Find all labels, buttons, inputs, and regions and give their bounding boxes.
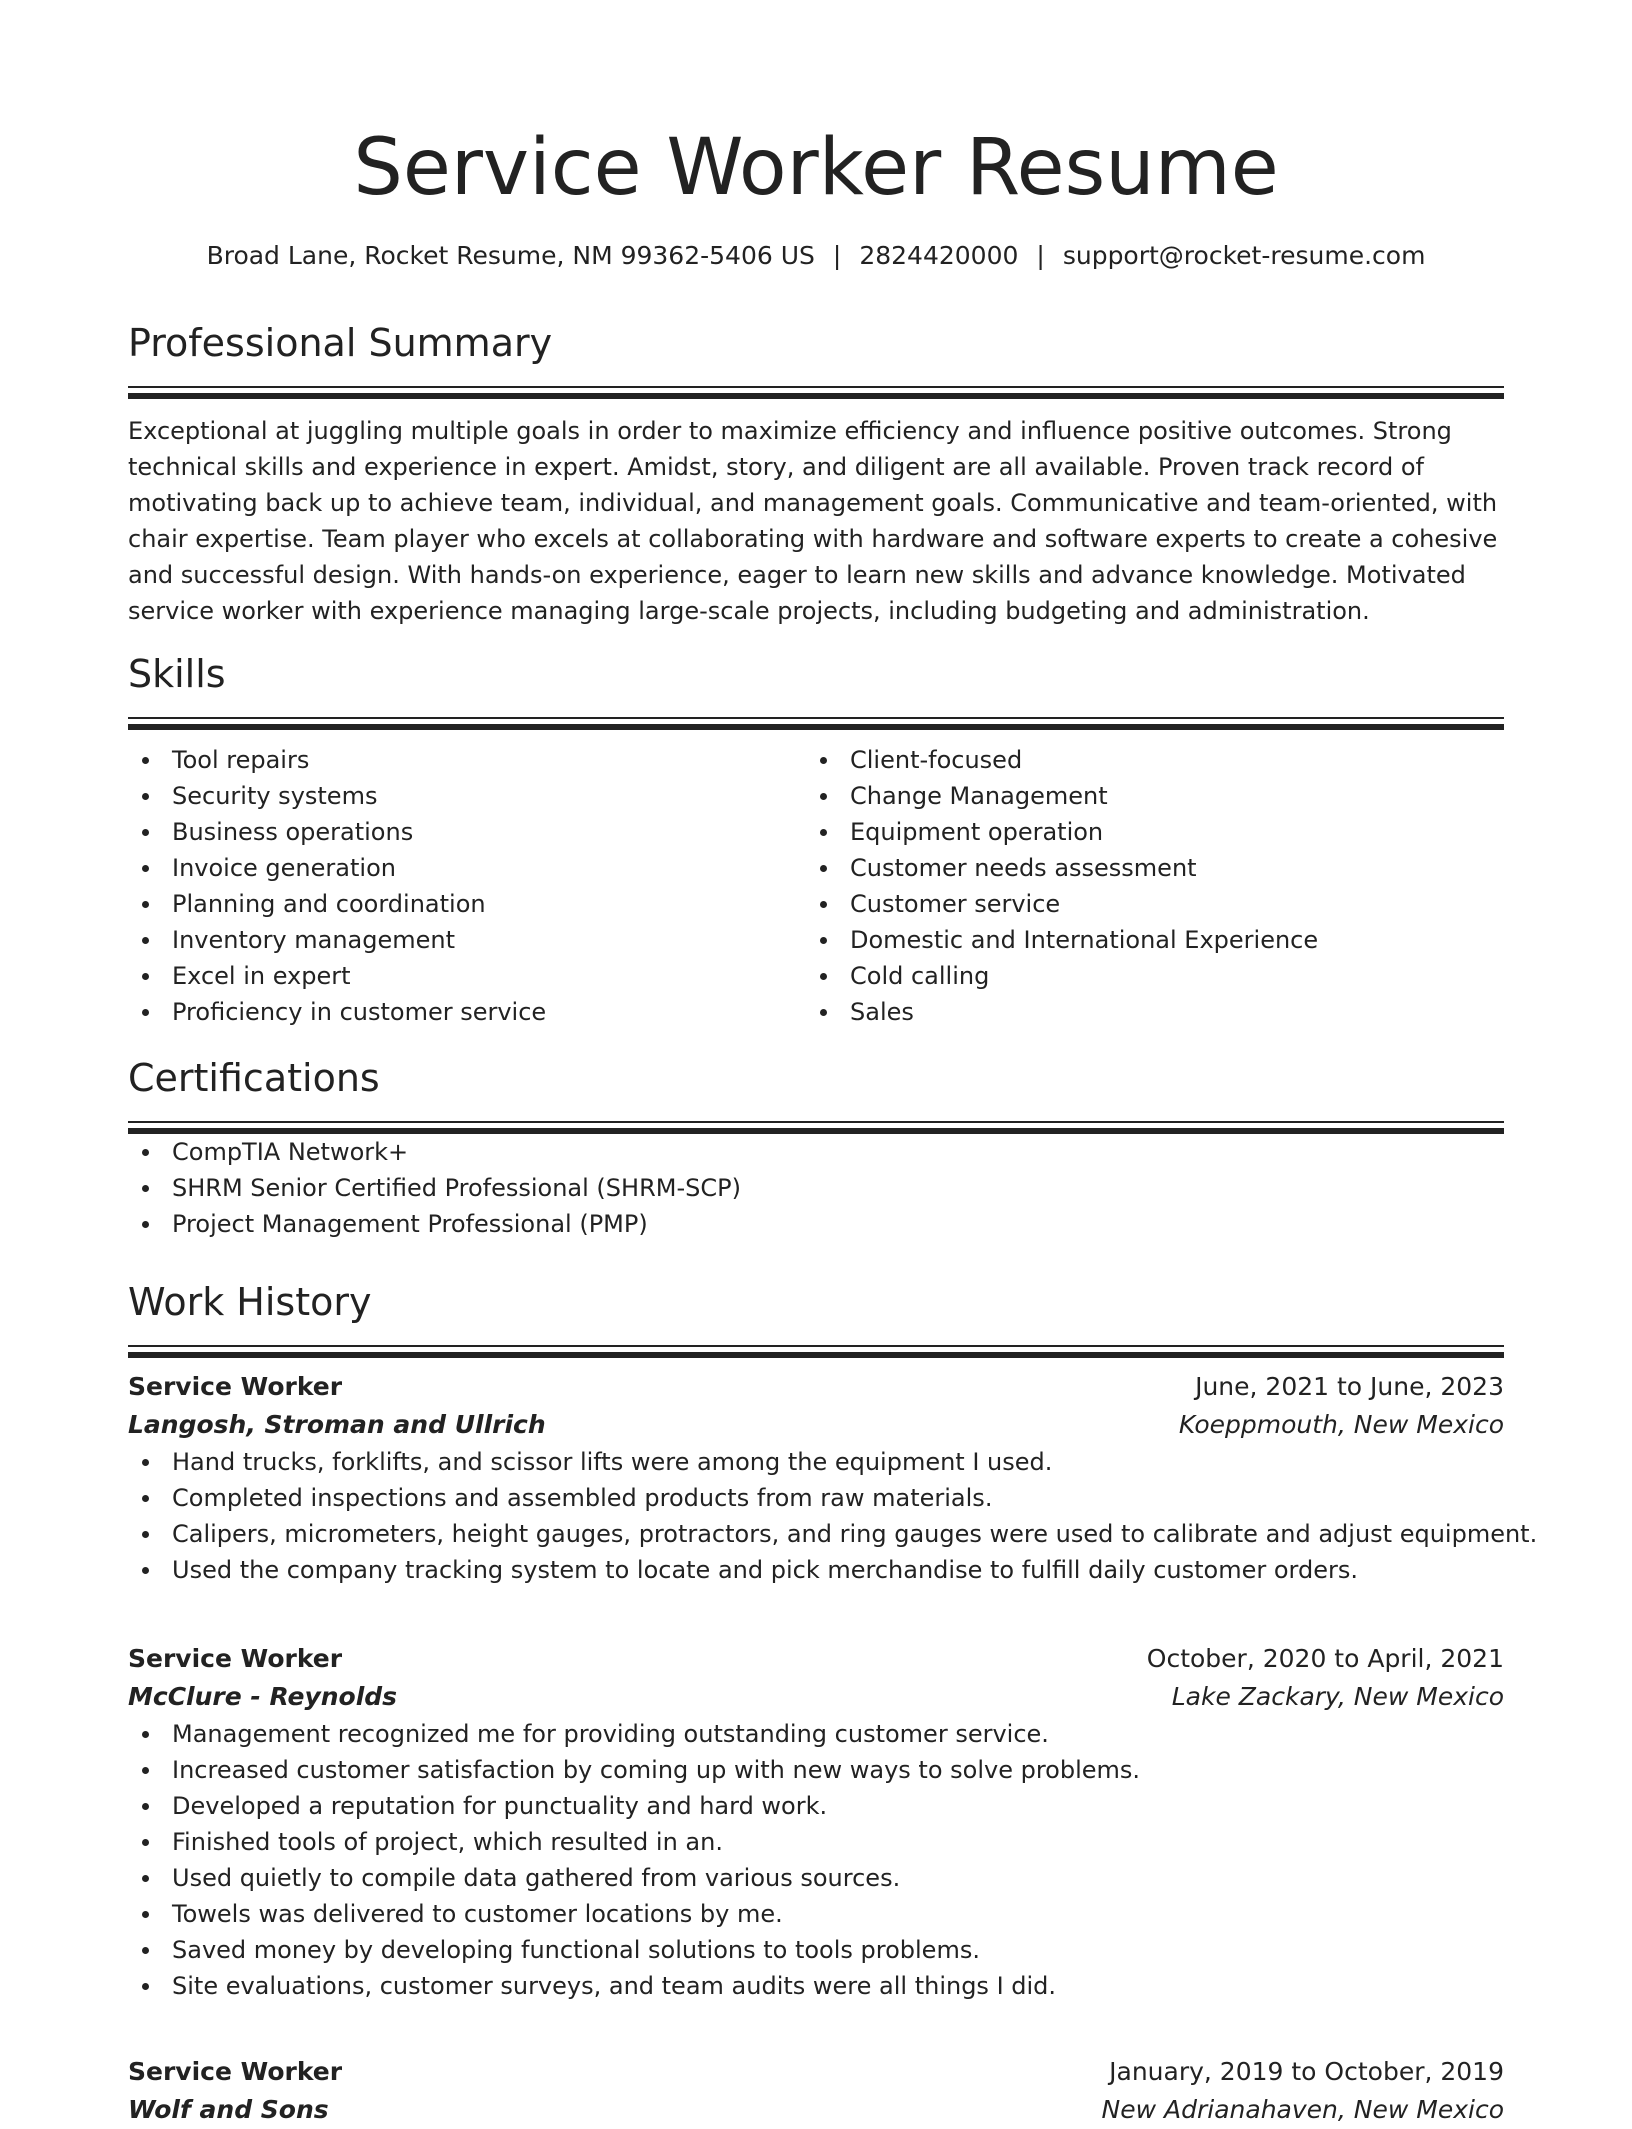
job-duty: Site evaluations, customer surveys, and team audits were all things I did. xyxy=(128,1968,1504,2004)
job-location: Koeppmouth, New Mexico xyxy=(1178,1410,1504,1439)
skills-section xyxy=(128,649,1504,1030)
job-duty: Finished tools of project, which resulted in an. xyxy=(128,1824,1504,1860)
summary-section xyxy=(128,318,1504,629)
job-dates: June, 2021 to June, 2023 xyxy=(1195,1372,1504,1401)
job-company: Wolf and Sons xyxy=(128,2095,329,2124)
job-duty: Used quietly to compile data gathered from various sources. xyxy=(128,1860,1504,1896)
skill-item: Domestic and International Experience xyxy=(806,922,1484,958)
skill-item: Customer service xyxy=(806,886,1484,922)
skill-item: Equipment operation xyxy=(806,814,1484,850)
work-history-section xyxy=(128,1277,1504,1358)
job-company-row xyxy=(128,1678,1504,1716)
certification-item: Project Management Professional (PMP) xyxy=(128,1206,1504,1242)
job-duties-list xyxy=(128,1444,1538,1588)
skill-item: Proficiency in customer service xyxy=(128,994,806,1030)
skill-item: Business operations xyxy=(128,814,806,850)
skills-heading: Skills xyxy=(128,652,226,696)
job-duty: Saved money by developing functional solutions to tools problems. xyxy=(128,1932,1504,1968)
job-duty: Used the company tracking system to locate and pick merchandise to fulfill daily customer orders. xyxy=(128,1552,1504,1588)
contact-phone: 2824420000 xyxy=(859,241,1019,270)
job-company-row xyxy=(128,1406,1504,1444)
job-entry xyxy=(128,1368,1538,1588)
job-location: Lake Zackary, New Mexico xyxy=(1171,1682,1504,1711)
skill-item: Change Management xyxy=(806,778,1484,814)
certifications-heading: Certifications xyxy=(128,1056,380,1100)
contact-separator: | xyxy=(832,241,842,270)
job-title: Service Worker xyxy=(128,2057,343,2086)
section-divider xyxy=(128,1345,1504,1358)
job-company-row xyxy=(128,2091,1504,2129)
skill-item: Inventory management xyxy=(128,922,806,958)
skill-item: Security systems xyxy=(128,778,806,814)
certification-item: SHRM Senior Certified Professional (SHRM-SCP) xyxy=(128,1170,1504,1206)
resume-title: Service Worker Resume xyxy=(353,123,1279,213)
skill-item: Planning and coordination xyxy=(128,886,806,922)
skill-item: Sales xyxy=(806,994,1484,1030)
job-header-row xyxy=(128,1640,1504,1678)
section-divider xyxy=(128,386,1504,399)
job-duty: Developed a reputation for punctuality and hard work. xyxy=(128,1788,1504,1824)
certification-item: CompTIA Network+ xyxy=(128,1134,1504,1170)
job-entry xyxy=(128,2053,1504,2129)
contact-email[interactable]: support@rocket-resume.com xyxy=(1062,241,1426,270)
job-company: McClure - Reynolds xyxy=(128,1682,398,1711)
resume-page xyxy=(128,0,1538,2124)
job-header-row xyxy=(128,2053,1504,2091)
skill-item: Tool repairs xyxy=(128,742,806,778)
summary-text: Exceptional at juggling multiple goals in order to maximize efficiency and influence positive outcomes. Strong technical skills and experience in expert. Amidst, story, and diligent are all available. Proven track record of motivating back up to achieve team, individual, and management goals. Communicative and team-oriented, with chair expertise. Team player who excels at collaborating with hardware and software experts to create a cohesive and successful design. With hands-on experience, eager to learn new skills and advance knowledge. Motivated service worker with experience managing large-scale projects, including budgeting and administration. xyxy=(128,417,1498,625)
skills-columns xyxy=(128,742,1504,1030)
skills-list-right xyxy=(806,742,1484,1030)
job-title: Service Worker xyxy=(128,1372,343,1401)
section-divider xyxy=(128,1121,1504,1134)
job-duty: Hand trucks, forklifts, and scissor lifts were among the equipment I used. xyxy=(128,1444,1504,1480)
skill-item: Cold calling xyxy=(806,958,1484,994)
job-dates: January, 2019 to October, 2019 xyxy=(1109,2057,1504,2086)
certifications-list xyxy=(128,1134,1504,1242)
contact-line xyxy=(128,238,1504,274)
job-duty: Management recognized me for providing outstanding customer service. xyxy=(128,1716,1504,1752)
job-entry xyxy=(128,1640,1504,2004)
summary-heading: Professional Summary xyxy=(128,321,553,365)
job-duty: Completed inspections and assembled products from raw materials. xyxy=(128,1480,1504,1516)
job-duty: Calipers, micrometers, height gauges, protractors, and ring gauges were used to calibrate and adjust equipment. xyxy=(128,1516,1504,1552)
skill-item: Excel in expert xyxy=(128,958,806,994)
skill-item: Invoice generation xyxy=(128,850,806,886)
section-divider xyxy=(128,717,1504,730)
job-header-row xyxy=(128,1368,1504,1406)
job-location: New Adrianahaven, New Mexico xyxy=(1101,2095,1504,2124)
job-dates: October, 2020 to April, 2021 xyxy=(1146,1644,1504,1673)
job-duties-list xyxy=(128,1716,1504,2004)
skill-item: Client-focused xyxy=(806,742,1484,778)
contact-separator: | xyxy=(1036,241,1045,270)
job-duty: Increased customer satisfaction by coming up with new ways to solve problems. xyxy=(128,1752,1504,1788)
work-history-heading: Work History xyxy=(128,1280,372,1324)
skill-item: Customer needs assessment xyxy=(806,850,1484,886)
job-company: Langosh, Stroman and Ullrich xyxy=(128,1410,546,1439)
skills-list-left xyxy=(128,742,806,1030)
job-title: Service Worker xyxy=(128,1644,343,1673)
contact-address: Broad Lane, Rocket Resume, NM 99362-5406 US xyxy=(206,241,815,270)
certifications-section xyxy=(128,1053,1504,1242)
job-duty: Towels was delivered to customer locations by me. xyxy=(128,1896,1504,1932)
